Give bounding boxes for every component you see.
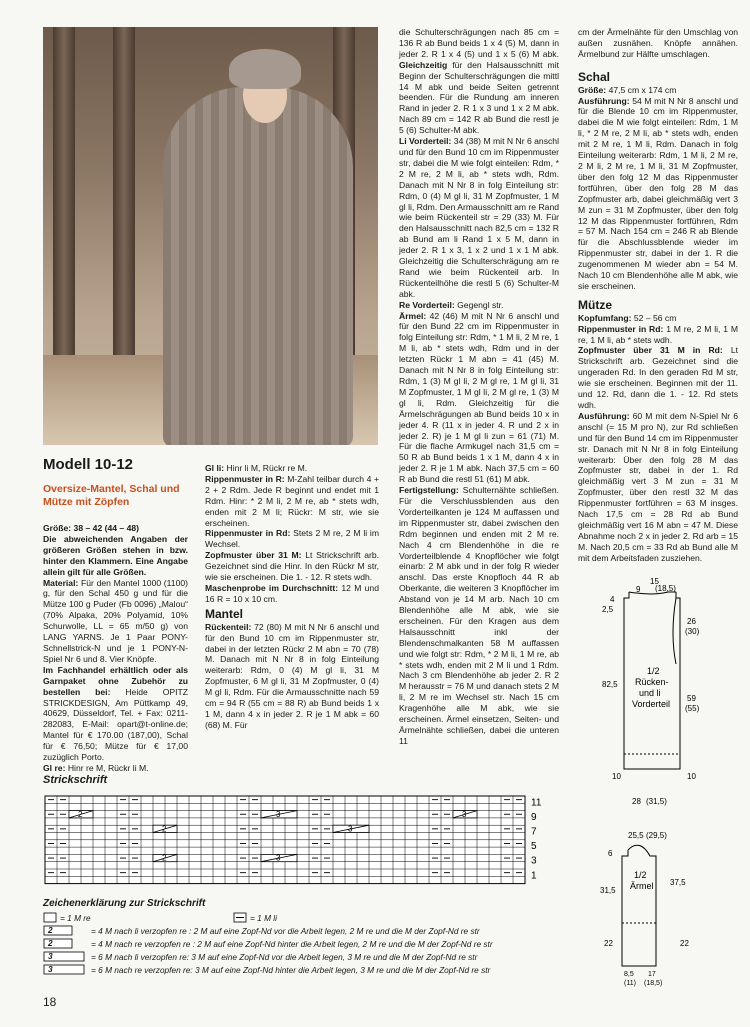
size-note: Die abweichenden Angaben der größeren Größen stehen in bzw. hinter den Klammern. Eine Angabe allein gilt für alle Größen.: [43, 533, 188, 577]
svg-text:(31,5): (31,5): [646, 797, 667, 806]
svg-text:15: 15: [650, 577, 659, 586]
legend-item: = 6 M nach li verzopfen re: 3 M auf eine Zopf-Nd vor die Arbeit legen, 3 M re und die M der Zopf-Nd re str: [91, 952, 478, 962]
gl-re-para: Gl re: Hinr re M, Rückr li M.: [43, 762, 149, 773]
row-label: 3: [531, 855, 537, 867]
model-subtitle: Oversize-Mantel, Schal und Mütze mit Zöpfen: [43, 483, 180, 508]
schematic-sleeve: [590, 828, 740, 988]
mantel-heading: Mantel: [205, 606, 244, 621]
cable-number: 2: [78, 809, 83, 819]
legend-li: = 1 M li: [250, 913, 277, 923]
svg-text:10: 10: [612, 772, 621, 781]
cable-symbol: [153, 825, 177, 834]
cable-symbol: [261, 854, 297, 863]
legend-item: = 4 M nach re verzopfen re : 2 M auf eine Zopf-Nd hinter die Arbeit legen, 2 M re und die M der Zopf-Nd re str: [91, 939, 493, 949]
row-label: 5: [531, 841, 537, 853]
svg-text:(18,5): (18,5): [644, 980, 663, 987]
cable-symbol: [453, 810, 477, 819]
svg-text:10: 10: [687, 772, 696, 781]
svg-text:82,5: 82,5: [602, 680, 618, 689]
svg-text:und li: und li: [639, 688, 661, 698]
cable-number: 3: [276, 853, 281, 863]
svg-text:22: 22: [604, 939, 613, 948]
model-title: Modell 10-12: [43, 456, 134, 473]
cable-symbol: [153, 854, 177, 863]
svg-text:(18,5): (18,5): [655, 584, 676, 593]
chart-row-labels: [531, 797, 542, 881]
knitted-coat: [163, 87, 353, 445]
svg-text:28: 28: [632, 797, 641, 806]
cable-number: 3: [276, 809, 281, 819]
svg-text:1/2: 1/2: [634, 870, 647, 880]
svg-text:25,5: 25,5: [628, 831, 644, 840]
svg-text:Vorderteil: Vorderteil: [632, 699, 671, 709]
schematic-body: [572, 574, 744, 824]
cable-symbol: [261, 810, 297, 819]
muetze-heading: Mütze: [578, 297, 612, 312]
row-label: 7: [531, 826, 537, 838]
page-number: 18: [43, 995, 57, 1009]
svg-text:(29,5): (29,5): [646, 831, 667, 840]
chart-title: Strickschrift: [43, 774, 108, 786]
column-2: Gl li: Hinr li M, Rückr re M. Rippenmuster in R: M-Zahl teilbar durch 4 + 2 + 2 Rdm. Jede R beginnt und endet mit 1 Rdm. Hinr: * 2 M li, 2 M re, ab * stets wdh, enden mit 2 M li; Rückr: M str, wie sie erscheinen. Rippenmuster in Rd: Stets 2 M re, 2 M li im Wechsel. Zopfmuster über 31 M: Lt Strickschrift arb. Gezeichnet sind die Hinr. In den Rückr M str, wie sie erscheinen. Die 1. - 12. R stets wdh. Maschenprobe im Durchschnitt: 12 M und 16 R = 10 x 10 cm. Mantel Rückenteil: 72 (80) M mit N Nr 6 anschl und für den Bund 10 cm im Rippenmuster str, dabei in der letzten Rückr 2 M abn = 70 (78) M. Danach mit N Nr 8 in folg Einteilung weiterarb: Rdm, 0 (4) M gl li, 31 M Zopfmuster, 6 M gl li, 31 M Zopfmuster, 0 (4) M gl li, Rdm. Für die Armausschnitte nach 59 cm = 94 R (55 cm = 88 R) ab Bund beids 1 x 1 M, dann 4 x in jeder 2. R je 1 M abk = 60 (68) M. Für: [205, 463, 380, 730]
cable-number: 2: [162, 824, 167, 834]
svg-text:(55): (55): [685, 704, 700, 713]
column-1: [43, 523, 188, 774]
sleeve-outline: [622, 845, 656, 966]
legend-mark: 3: [48, 964, 53, 974]
row-label: 9: [531, 811, 537, 823]
svg-text:37,5: 37,5: [670, 878, 686, 887]
cable-symbol: [333, 825, 369, 834]
svg-text:6: 6: [608, 849, 613, 858]
svg-text:26: 26: [687, 617, 696, 626]
column-3: die Schulterschrägungen nach 85 cm = 136 R ab Bund beids 1 x 4 (5) M, dann in jeder 2. R 1 x 4 (5) und 1 x 5 (6) M abk. Gleichzeitig für den Halsausschnitt mit Beginn der Schulterschrägungen die mittl 14 M abk und beide Seiten getrennt beenden. Für die Rundung am inneren Rand in jeder 2. R 1 x 3 und 1 x 2 M abk. Nach 89 cm = 142 R ab Bund die restl je 5 (6) Schulter-M abk. Li Vorderteil: 34 (38) M mit N Nr 6 anschl und für den Bund 10 cm im Rippenmuster str, dabei die M wie folgt einteilen: Rdm, * 2 M re, 2 M li, ab * stets wdh, Rdm. Danach mit N Nr 8 in folg Einteilung str: Rdm, 0 (4) M gl li, 31 M Zopfmuster, 1 M gl li, Rdm. Den Armausschnitt am re Rand wie beim Rückenteil str = 29 (33) M. Für den Halsausschnitt nach 82,5 cm = 132 R ab Bund am li Rand 1 x 5 M, dann in jeder 2. R 1 x 3, 1 x 2 und 1 x 1 M abk. Gleichzeitig die Schulterschrägung am re Rand wie beim Rückenteil arb. In Rückenteilhöhe die restl 5 (6) Schulter-M abk. Re Vorderteil: Gegengl str. Ärmel: 42 (46) M mit N Nr 6 anschl und für den Bund 22 cm im Rippenmuster in folg Einteilung str: Rdm, * 1 M li, 2 M re, 1 M li, ab * stets wdh, Rdm und in der letzten Rückr 1 M abn = 41 (45) M. Danach mit N Nr 8 in folg Einteilung str: Rdm, 1 (3) M gl li, 2 M gl re, 1 M gl li, 31 M Zopfmuster, 1 M gl li, 2 M gl re, 1 (3) M gl li, Rdm. Gleichzeitig für die Ärmelschrägungen ab Bund beids 10 x in jeder 4. R (11 x in jeder 4. R und 2 x in jeder 2. R) je 1 M gl li zun = 61 (71) M. Für die flache Armkugel nach 31,5 cm = 50 R ab Bund beids 1 x 1 M, dann 4 x in jeder 2. R je 1 M abk. Nach 37,5 cm = 60 R ab Bund die restl 51 (61) M abk. Fertigstellung: Schulternähte schließen. Für die Verschlussblenden aus den Vorderteilkanten je 124 M auffassen und im Rippenmuster str, dabei zwischen den Rdm beginnen und enden mit 2 M re. Nach 4 cm Blendenhöhe in die re Vorderteilblende 4 Knopflöcher wie folgt einarb: 2 M abk und in der folg R wieder anschl. Das erste Knopfloch 44 R ab Oberkante, die weiteren 3 Knopflöcher im Abstand von je 14 M arb. Nach 10 cm Blendenhöhe alle M abk, wie sie erscheinen. Für den Kragen aus dem Halsausschnitt inkl der Blendenschmalkanten 58 M auffassen und wie folgt str: Rdm, * 2 M li, 1 M re, ab * stets wdh, enden mit 2 M li und 1 Rdm. Nach 3 cm Blendenhöhe ab jeder 2. R 2 M herausstr = 76 M und danach stets 2 M li, 2 M re im Wechsel str. Nach 15 cm Kragenhöhe alle M abk, wie sie erscheinen. Ärmel einsetzen, Seiten- und Ärmelnähte schließen, dabei die unteren 11: [399, 27, 559, 746]
material-para: Material: Für den Mantel 1000 (1100) g, für den Schal 450 g und für die Mütze 100 g Puder (Fb 0096) „Malou“ (70% Alpaka, 20% Polyamid, 10% Schurwolle, LL = 65 m/50 g) von LANG YARNS. Je 1 Paar PONY-Schnellstrick-N und je 1 PONY-N-Spiel Nr 6 und 8. Vier Knöpfe.: [43, 577, 188, 664]
model-photo: [43, 27, 378, 445]
svg-text:1/2: 1/2: [647, 666, 660, 676]
svg-text:59: 59: [687, 694, 696, 703]
arcade-column: [53, 27, 75, 365]
arcade-column: [113, 27, 135, 365]
knitted-hat: [229, 49, 301, 89]
svg-text:(11): (11): [624, 980, 636, 987]
row-label: 11: [531, 797, 542, 809]
legend-title: Zeichenerklärung zur Strickschrift: [43, 898, 206, 909]
chart-grid: [45, 796, 525, 884]
svg-text:22: 22: [680, 939, 689, 948]
knitting-chart: [43, 794, 553, 890]
legend-item: = 6 M nach re verzopfen re: 3 M auf eine Zopf-Nd hinter die Arbeit legen, 3 M re und die M der Zopf-Nd re str: [91, 965, 491, 975]
cable-number: 3: [462, 809, 467, 819]
supplier-para: Im Fachhandel erhältlich oder als Garnpaket ohne Zubehör zu bestellen bei: Heide OPITZ STRICKDESIGN, Am Püttkamp 49, 40629, Düsseldorf, Tel. + Fax: 0211-282083, E-Mail: opart@t-online.de; Mantel für € 170.00 (187,00), Schal für € 76,50; Mütze für € 17,00 zuzüglich Porto.: [43, 664, 188, 763]
column-4: cm der Ärmelnähte für den Umschlag von außen zusnähen. Knöpfe annähen. Ärmelbund zur Hälfte umschlagen. Schal Größe: 47,5 cm x 174 cm Ausführung: 54 M mit N Nr 8 anschl und für die Blende 10 cm im Rippenmuster, dabei die M wie folgt einteilen: Rdm, 1 M li, * 2 M re, 2 M li, ab * stets wdh, enden mit 2 M re, 1 M li, Rdm. Danach in folg Einteilung weiterarb: Rdm, 1 M li, 2 M re, 2 M li, 2 M re, 1 M li, 31 M Zopfmuster, über den folg 12 M das Rippenmuster fortführen, über den folg 28 M das Zopfmuster arb, dabei gleichmäßig vert 3 M zun = 31 M Zopfmuster, über den folg 12 M das Rippenmuster fortführen, Rdm = 57 M. Nach 154 cm = 246 R ab Blende für die Abschlussblende wieder im Rippenmuster str, dabei in der 1. R die zugenommenen M wieder abn = 54 M. Nach 10 cm Blendenhöhe alle M abk, wie sie erscheinen. Mütze Kopfumfang: 52 – 56 cm Rippenmuster in Rd: 1 M re, 2 M li, 1 M re, 1 M li, ab * stets wdh. Zopfmuster über 31 M in Rd: Lt Strickschrift arb. Gezeichnet sind die ungeraden Rd. In den geraden Rd M str, wie sie erscheinen. Beginnen mit der 11. und 12. Rd, dann die 1. - 12. Rd stets wdh. Ausführung: 60 M mit dem N-Spiel Nr 6 anschl (= 15 M pro N), zur Rd schließen und für den Bund 14 cm im Rippenmuster str. Danach mit N Nr 8 in folg Einteilung weiterarb: Über den folg 28 M das Zopfmuster str, dabei in der 1. Rd gleichmäßig vert 3 M zun = 31 M Zopfmuster, über den restl 32 M das Rippenmuster fortführen = 63 M insges. Nach 17,5 cm = 28 Rd ab Bund gleichmäßig vert 16 M abn = 47 M. Diese Abnahme noch 2 x in jeder 2. Rd arb = 15 M. Nach 20,5 cm = 33 Rd ab Bund alle M mit dem Arbeitsfaden zusziehen.: [578, 27, 739, 563]
schal-heading: Schal: [578, 69, 611, 84]
svg-text:Ärmel: Ärmel: [630, 881, 654, 891]
cable-number: 2: [162, 853, 167, 863]
legend-re: = 1 M re: [60, 913, 91, 923]
svg-text:Rücken-: Rücken-: [635, 677, 669, 687]
svg-text:4: 4: [610, 595, 615, 604]
svg-text:31,5: 31,5: [600, 886, 616, 895]
svg-text:8,5: 8,5: [624, 971, 634, 978]
legend-mark: 2: [48, 938, 53, 948]
legend-mark: 2: [48, 925, 53, 935]
svg-text:(30): (30): [685, 627, 700, 636]
cable-number: 3: [348, 824, 353, 834]
svg-text:17: 17: [648, 971, 656, 978]
legend-mark: 3: [48, 951, 53, 961]
legend-item: = 4 M nach li verzopfen re : 2 M auf eine Zopf-Nd vor die Arbeit legen, 2 M re und die M der Zopf-Nd re str: [91, 926, 480, 936]
svg-text:9: 9: [636, 585, 641, 594]
size-line: Größe: 38 – 42 (44 – 48): [43, 523, 140, 533]
svg-text:2,5: 2,5: [602, 605, 614, 614]
cable-symbol: [69, 810, 93, 819]
row-label: 1: [531, 870, 537, 882]
li-symbol: [233, 912, 249, 924]
